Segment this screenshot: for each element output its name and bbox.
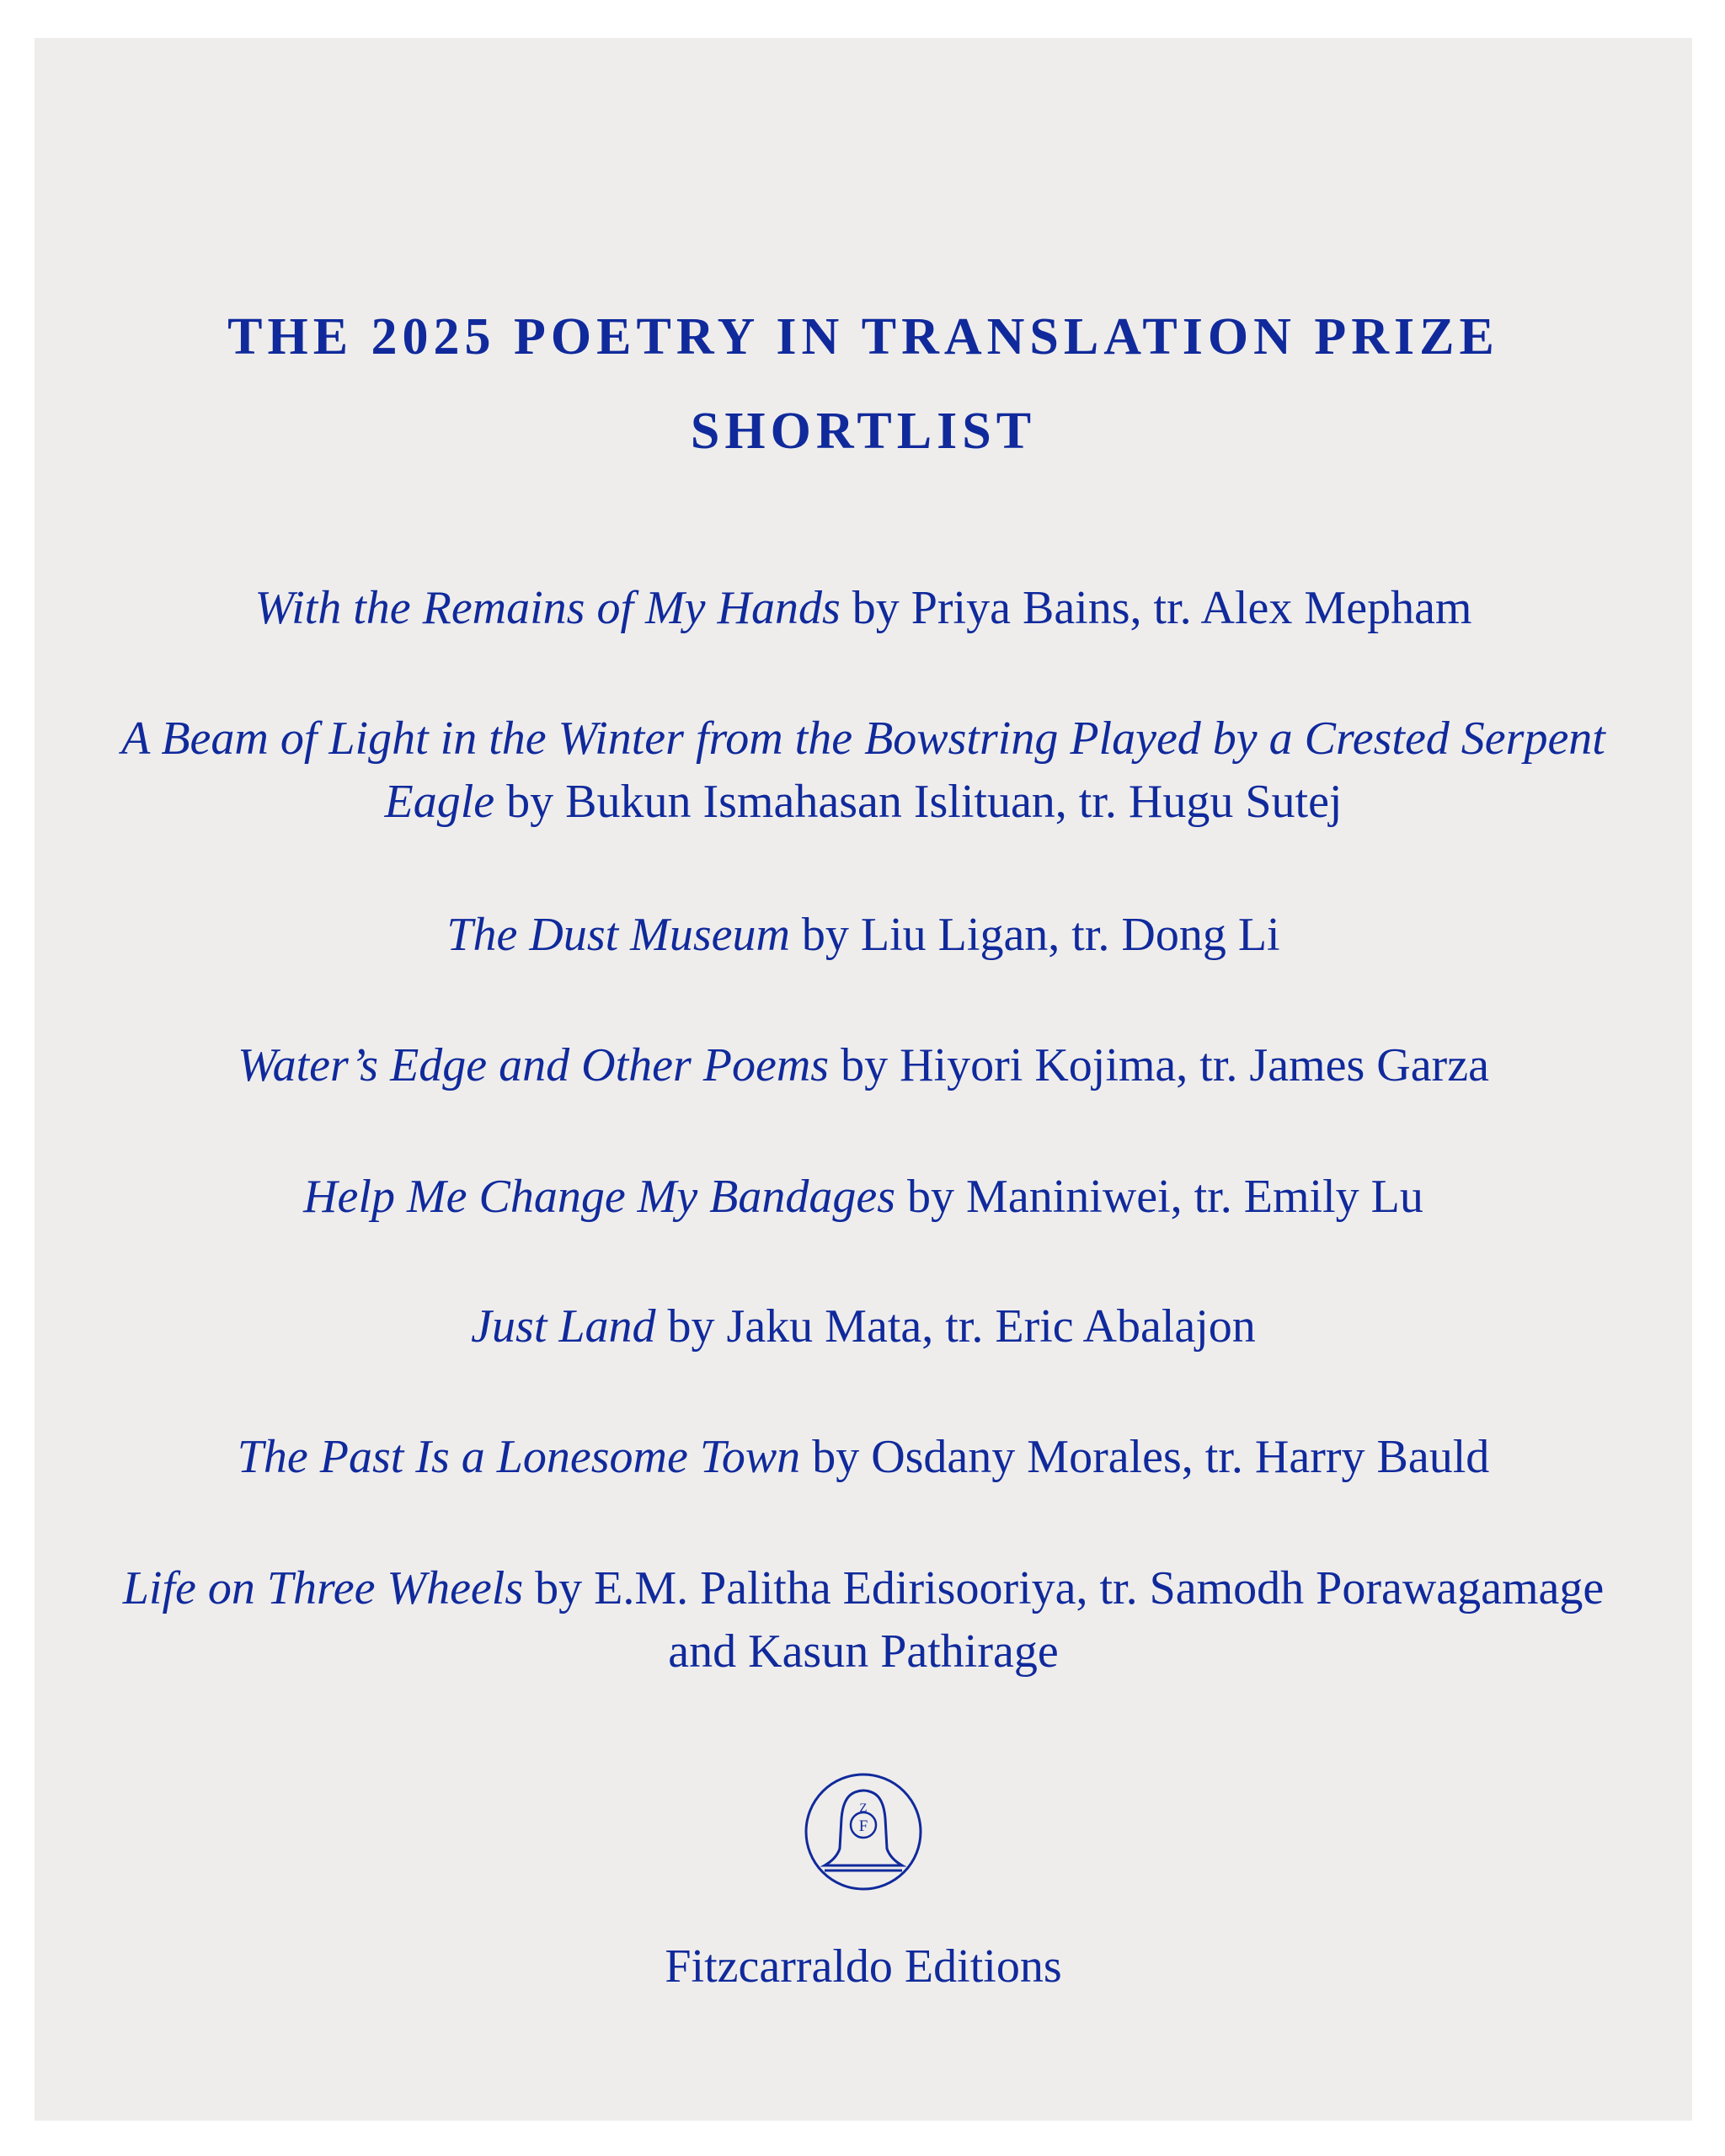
shortlist-item — [102, 1426, 1625, 1489]
book-title: With the Remains of My Hands — [254, 582, 841, 634]
book-byline: by Bukun Ismahasan Islituan, tr. Hugu Sutej — [494, 776, 1343, 828]
shortlist-item — [102, 707, 1625, 834]
book-byline: by Liu Ligan, tr. Dong Li — [789, 909, 1280, 961]
logo-monogram-bottom: F — [858, 1817, 868, 1835]
book-title: Life on Three Wheels — [122, 1562, 524, 1614]
logo-monogram-top: Z — [859, 1801, 868, 1815]
heading-line-2: SHORTLIST — [690, 403, 1037, 460]
book-title: Just Land — [471, 1300, 656, 1353]
bell-icon — [803, 1771, 924, 1892]
shortlist-item — [102, 1034, 1625, 1097]
book-byline: by Osdany Morales, tr. Harry Bauld — [800, 1431, 1490, 1483]
publisher-name: Fitzcarraldo Editions — [665, 1940, 1062, 1993]
shortlist-item — [102, 904, 1625, 967]
book-title: The Dust Museum — [446, 909, 790, 961]
poster-card — [35, 38, 1692, 2121]
book-byline: by E.M. Palitha Edirisooriya, tr. Samodh Porawagamage and Kasun Pathirage — [523, 1562, 1605, 1678]
book-byline: by Jaku Mata, tr. Eric Abalajon — [655, 1300, 1256, 1353]
shortlist-item — [102, 1557, 1625, 1684]
book-title: The Past Is a Lonesome Town — [237, 1431, 801, 1483]
book-title: Help Me Change My Bandages — [303, 1171, 896, 1223]
book-title: Water’s Edge and Other Poems — [238, 1039, 830, 1091]
heading-line-1: THE 2025 POETRY IN TRANSLATION PRIZE — [227, 308, 1499, 366]
shortlist-item — [102, 1166, 1625, 1229]
shortlist-item — [102, 577, 1625, 640]
book-byline: by Maniniwei, tr. Emily Lu — [895, 1171, 1423, 1223]
book-byline: by Priya Bains, tr. Alex Mepham — [840, 582, 1472, 634]
book-byline: by Hiyori Kojima, tr. James Garza — [829, 1039, 1489, 1091]
shortlist-item — [102, 1295, 1625, 1358]
book-title: A Beam of Light in the Winter from the Bowstring Played by a Crested Serpent Eagle — [121, 712, 1605, 828]
